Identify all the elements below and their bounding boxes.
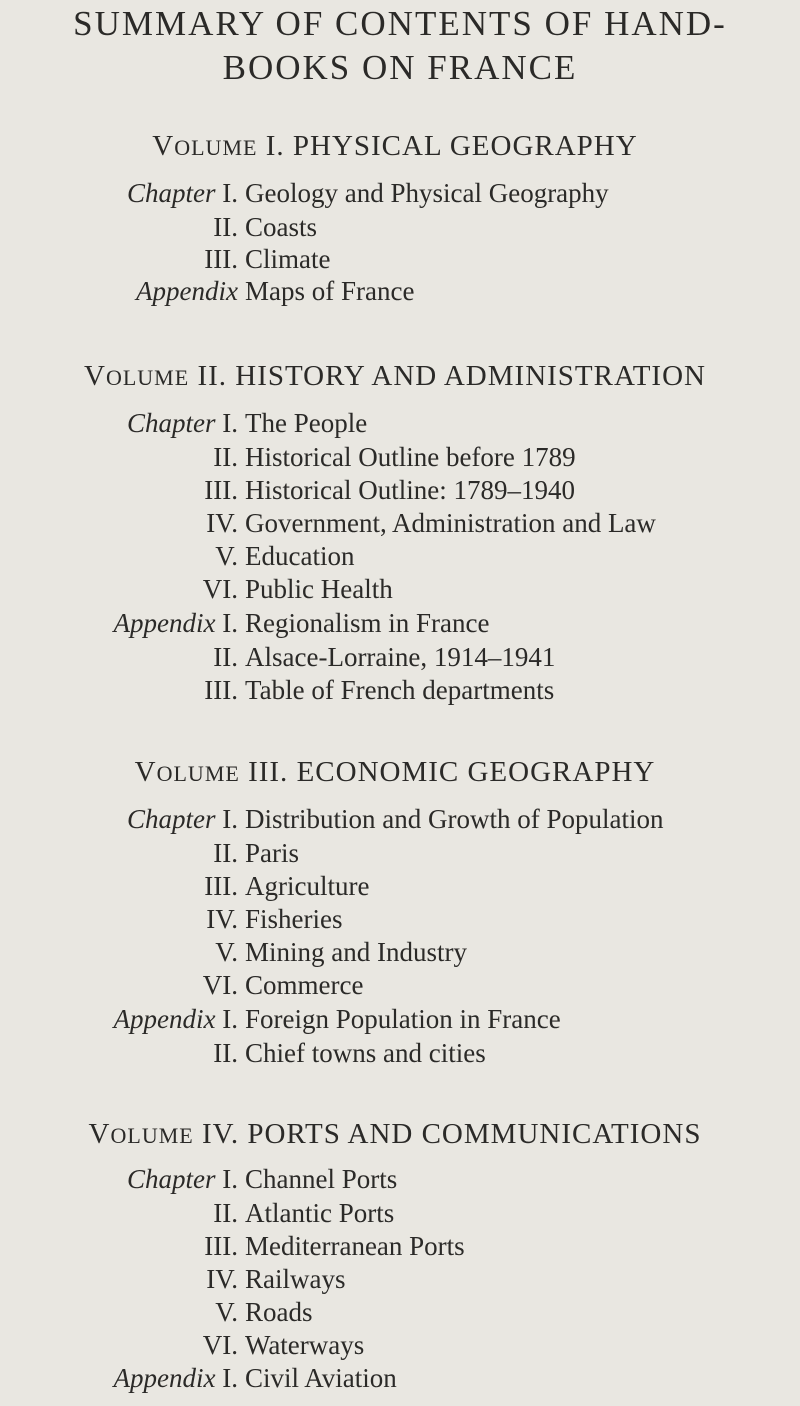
- entry-number: III.: [204, 475, 238, 505]
- volume-numeral: II.: [197, 360, 228, 392]
- page-title-line-2: BOOKS ON FRANCE: [222, 48, 578, 87]
- entry-kind: Chapter: [126, 178, 216, 208]
- entry-number: II.: [213, 642, 238, 672]
- entry-title: Mining and Industry: [245, 937, 467, 967]
- entry-title: Paris: [245, 838, 299, 868]
- contents-entry: [0, 442, 800, 476]
- contents-entry: [0, 1198, 800, 1232]
- entry-title: Education: [245, 541, 355, 571]
- entry-number: II.: [213, 838, 238, 868]
- contents-entry: [0, 276, 800, 310]
- entry-title: Civil Aviation: [245, 1363, 397, 1393]
- entry-number: I.: [222, 408, 238, 438]
- entry-kind: Appendix: [136, 276, 238, 306]
- entry-title: Roads: [245, 1297, 313, 1327]
- entry-title: Climate: [245, 244, 331, 274]
- entry-number: VI.: [202, 1330, 238, 1360]
- entry-title: The People: [245, 408, 368, 438]
- volume-subject: HISTORY AND ADMINISTRATION: [235, 360, 706, 392]
- contents-entry: [0, 244, 800, 278]
- contents-entry: [0, 642, 800, 676]
- volume-numeral: I.: [265, 130, 285, 162]
- volume-heading: [0, 130, 790, 163]
- contents-entry: [0, 541, 800, 575]
- entry-number: I.: [222, 608, 238, 638]
- contents-entry: [0, 1004, 800, 1038]
- entry-title: Government, Administration and Law: [245, 508, 656, 538]
- entry-number: II.: [213, 1038, 238, 1068]
- entry-title: Commerce: [245, 970, 364, 1000]
- entry-kind: Appendix: [113, 608, 216, 638]
- entry-kind: Appendix: [113, 1363, 216, 1393]
- entry-title: Distribution and Growth of Population: [245, 804, 664, 834]
- entry-number: I.: [222, 1004, 238, 1034]
- volume-subject: ECONOMIC GEOGRAPHY: [296, 756, 656, 788]
- entry-number: VI.: [202, 574, 238, 604]
- contents-entry: [0, 1164, 800, 1198]
- entry-number: IV.: [206, 1264, 238, 1294]
- volume-numeral: III.: [248, 756, 289, 788]
- volume-label-rest: OLUME: [110, 1123, 194, 1148]
- entry-number: V.: [215, 1297, 238, 1327]
- entry-title: Mediterranean Ports: [245, 1231, 465, 1261]
- volume-label-rest: OLUME: [174, 135, 258, 160]
- volume-numeral: IV.: [201, 1118, 240, 1150]
- entry-title: Agriculture: [245, 871, 370, 901]
- entry-number: I.: [222, 804, 238, 834]
- entry-title: Waterways: [245, 1330, 365, 1360]
- entry-kind: Appendix: [113, 1004, 216, 1034]
- entry-title: Alsace-Lorraine, 1914–1941: [245, 642, 556, 672]
- entry-title: Regionalism in France: [245, 608, 490, 638]
- contents-entry: [0, 675, 800, 709]
- entry-kind: Chapter: [126, 804, 216, 834]
- contents-entry: [0, 178, 800, 212]
- contents-entry: [0, 212, 800, 246]
- entry-kind: Chapter: [126, 1164, 216, 1194]
- volume-label-initial: V: [134, 756, 157, 788]
- entry-number: III.: [204, 244, 238, 274]
- contents-entry: [0, 574, 800, 608]
- contents-entry: [0, 475, 800, 509]
- entry-number: III.: [204, 675, 238, 705]
- contents-entry: [0, 904, 800, 938]
- entry-number: II.: [213, 212, 238, 242]
- entry-title: Maps of France: [245, 276, 415, 306]
- entry-number: II.: [213, 1198, 238, 1228]
- volume-heading: [0, 360, 790, 393]
- entry-number: V.: [215, 541, 238, 571]
- contents-entry: [0, 1330, 800, 1364]
- contents-entry: [0, 1231, 800, 1265]
- entry-number: V.: [215, 937, 238, 967]
- entry-number: III.: [204, 871, 238, 901]
- volume-heading: [0, 756, 790, 789]
- contents-entry: [0, 937, 800, 971]
- entry-title: Historical Outline: 1789–1940: [245, 475, 575, 505]
- volume-label-initial: V: [84, 360, 106, 392]
- entry-number: IV.: [206, 904, 238, 934]
- entry-number: III.: [204, 1231, 238, 1261]
- entry-number: VI.: [202, 970, 238, 1000]
- entry-title: Historical Outline before 1789: [245, 442, 576, 472]
- entry-title: Railways: [245, 1264, 346, 1294]
- volume-label-initial: V: [152, 130, 175, 162]
- entry-title: Chief towns and cities: [245, 1038, 486, 1068]
- contents-entry: [0, 608, 800, 642]
- entry-number: II.: [213, 442, 238, 472]
- volume-label-rest: OLUME: [156, 761, 240, 786]
- entry-number: I.: [222, 1164, 238, 1194]
- volume-subject: PHYSICAL GEOGRAPHY: [292, 130, 638, 162]
- volume-label-initial: V: [88, 1118, 111, 1150]
- contents-entry: [0, 804, 800, 838]
- entry-title: Atlantic Ports: [245, 1198, 395, 1228]
- volume-subject: PORTS AND COMMUNICATIONS: [247, 1118, 702, 1150]
- contents-entry: [0, 1038, 800, 1072]
- entry-kind: Chapter: [126, 408, 216, 438]
- entry-title: Geology and Physical Geography: [245, 178, 609, 208]
- entry-title: Fisheries: [245, 904, 343, 934]
- entry-title: Public Health: [245, 574, 393, 604]
- contents-entry: [0, 838, 800, 872]
- page-title-line-1: SUMMARY OF CONTENTS OF HAND-: [73, 4, 727, 43]
- contents-entry: [0, 408, 800, 442]
- contents-entry: [0, 1363, 800, 1397]
- entry-title: Channel Ports: [245, 1164, 398, 1194]
- contents-entry: [0, 970, 800, 1004]
- entry-title: Foreign Population in France: [245, 1004, 561, 1034]
- entry-number: I.: [222, 1363, 238, 1393]
- entry-number: I.: [222, 178, 238, 208]
- contents-entry: [0, 508, 800, 542]
- contents-entry: [0, 1297, 800, 1331]
- volume-label-rest: OLUME: [105, 365, 190, 390]
- entry-title: Coasts: [245, 212, 318, 242]
- volume-heading: [0, 1118, 790, 1151]
- entry-number: IV.: [206, 508, 238, 538]
- contents-entry: [0, 871, 800, 905]
- contents-entry: [0, 1264, 800, 1298]
- entry-title: Table of French departments: [245, 675, 555, 705]
